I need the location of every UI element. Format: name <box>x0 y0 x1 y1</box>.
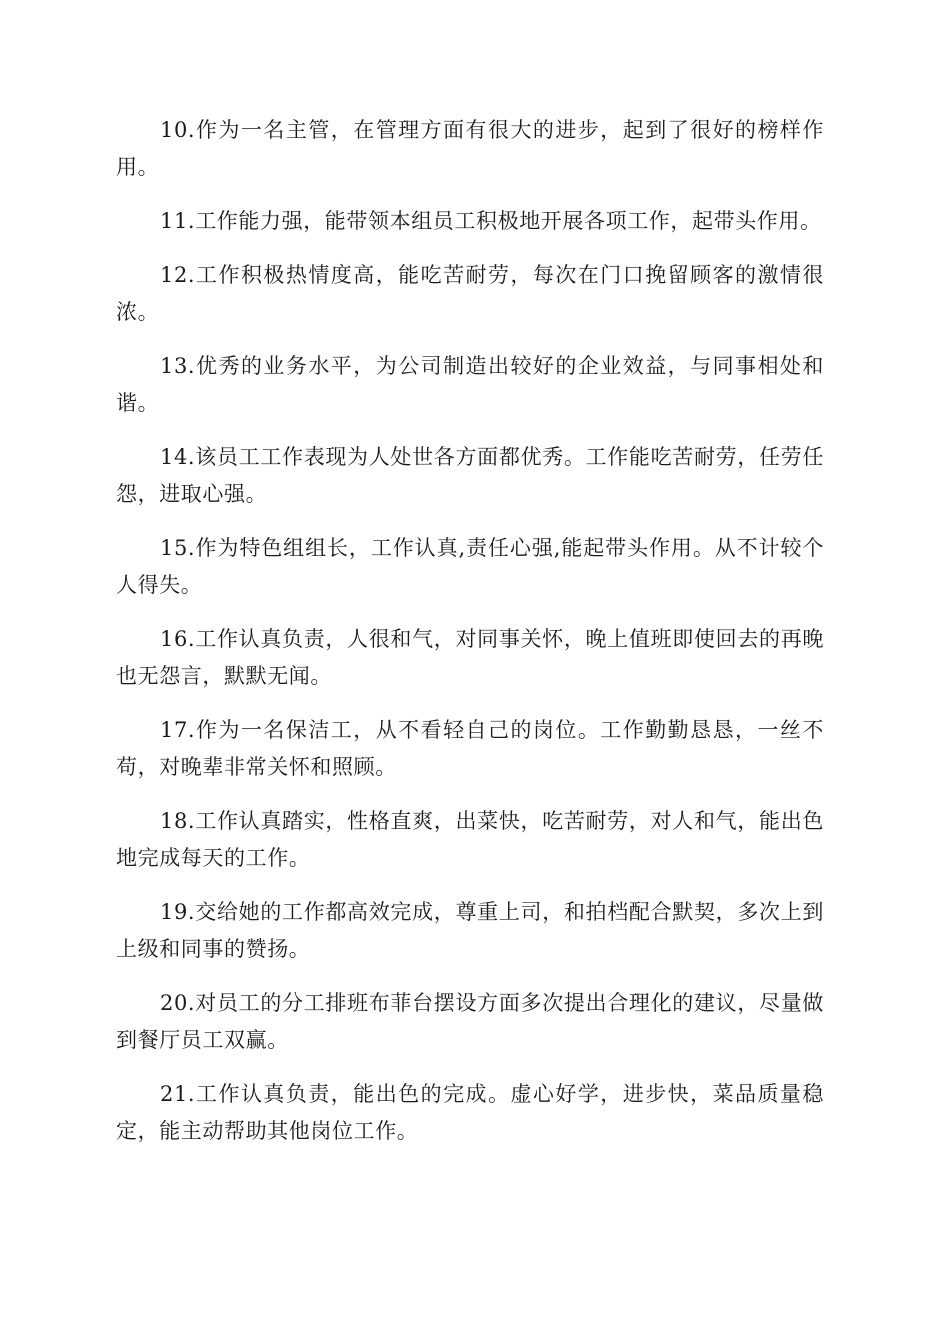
paragraph-19: 19.交给她的工作都高效完成，尊重上司，和拍档配合默契，多次上到上级和同事的赞扬。 <box>116 900 824 961</box>
paragraph-20: 20.对员工的分工排班布菲台摆设方面多次提出合理化的建议，尽量做到餐厅员工双赢。 <box>116 991 824 1052</box>
paragraph-16: 16.工作认真负责，人很和气，对同事关怀，晚上值班即使回去的再晚也无怨言，默默无闻。 <box>116 627 824 688</box>
paragraph-14: 14.该员工工作表现为人处世各方面都优秀。工作能吃苦耐劳，任劳任怨，进取心强。 <box>116 445 824 506</box>
paragraph-17: 17.作为一名保洁工，从不看轻自己的岗位。工作勤勤恳恳，一丝不苟，对晚辈非常关怀和照顾。 <box>116 718 824 779</box>
paragraph-15: 15.作为特色组组长，工作认真,责任心强,能起带头作用。从不计较个人得失。 <box>116 536 824 597</box>
paragraph-13: 13.优秀的业务水平，为公司制造出较好的企业效益，与同事相处和谐。 <box>116 354 824 415</box>
paragraph-12: 12.工作积极热情度高，能吃苦耐劳，每次在门口挽留顾客的激情很浓。 <box>116 263 824 324</box>
paragraph-18: 18.工作认真踏实，性格直爽，出菜快，吃苦耐劳，对人和气，能出色地完成每天的工作。 <box>116 809 824 870</box>
paragraph-21: 21.工作认真负责，能出色的完成。虚心好学，进步快，菜品质量稳定，能主动帮助其他岗位工作。 <box>116 1082 824 1143</box>
paragraph-10: 10.作为一名主管，在管理方面有很大的进步，起到了很好的榜样作用。 <box>116 118 824 179</box>
paragraph-11: 11.工作能力强，能带领本组员工积极地开展各项工作，起带头作用。 <box>160 209 822 233</box>
document-body <box>116 112 824 1167</box>
